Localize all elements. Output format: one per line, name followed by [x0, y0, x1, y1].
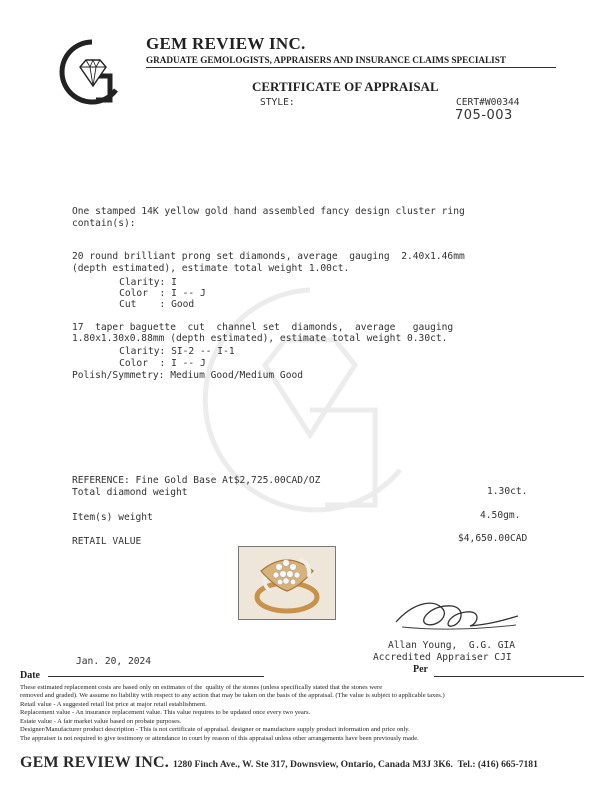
certificate-title: CERTIFICATE OF APPRAISAL — [252, 79, 439, 94]
polish-symmetry: Polish/Symmetry: Medium Good/Medium Good — [72, 370, 304, 381]
per-label: Per — [413, 664, 428, 675]
appraiser-name: Allan Young, G.G. GIA — [388, 640, 516, 651]
ring-description-line-1: One stamped 14K yellow gold hand assembled fancy design cluster ring — [72, 206, 465, 217]
cert-number: CERT#W00344 — [456, 97, 520, 108]
footer-note-2: removed and graded). We assume no liability with respect to any action that may be taken on the basis of the appraisal. (The value is subject to applicable taxes.) — [20, 692, 445, 699]
company-tagline: GRADUATE GEMOLOGISTS, APPRAISERS AND INSURANCE CLAIMS SPECIALIST — [146, 55, 506, 65]
per-underline — [434, 676, 584, 677]
ring-description-line-2: contain(s): — [72, 218, 136, 229]
stone2-line-2: 1.80x1.30x0.88mm (depth estimated), estimate total weight 0.30ct. — [72, 333, 448, 344]
ring-photo — [238, 546, 336, 620]
header-rule — [146, 67, 556, 68]
gem-review-logo — [52, 38, 132, 106]
stone1-color: Color : I -- J — [96, 288, 206, 299]
handwritten-reference: 705-003 — [455, 108, 513, 123]
style-label: STYLE: — [260, 97, 295, 108]
retail-value-label: RETAIL VALUE — [72, 536, 142, 547]
footer-note-6: Designer/Manufacturer product description - This is not certificate of appraisal. designer or manufacture supply product information and price only. — [20, 726, 410, 733]
stone1-line-1: 20 round brilliant prong set diamonds, average gauging 2.40x1.46mm — [72, 251, 465, 262]
date-label: Date — [20, 670, 40, 681]
total-diamond-label: Total diamond weight — [72, 487, 188, 498]
reference-line: REFERENCE: Fine Gold Base At$2,725.00CAD/OZ — [72, 475, 321, 486]
footer-address: 1280 Finch Ave., W. Ste 317, Downsview, Ontario, Canada M3J 3K6. Tel.: (416) 665-7181 — [172, 759, 538, 770]
stone2-clarity: Clarity: SI-2 -- I-1 — [96, 346, 235, 357]
footer-company-name: GEM REVIEW INC. — [20, 754, 169, 771]
footer-note-4: Replacement value - An insurance replacement value. This value requires to be updated once every two years. — [20, 709, 311, 716]
retail-value-amount: $4,650.00CAD — [458, 533, 528, 544]
appraiser-signature — [392, 594, 522, 636]
footer-note-7: The appraiser is not required to give testimony or attendance in court by reason of this appraisal unless other arrangements have been previously made. — [20, 735, 419, 742]
stone2-color: Color : I -- J — [96, 358, 206, 369]
ring-illustration — [239, 547, 335, 619]
stone1-cut: Cut : Good — [96, 299, 195, 310]
stone1-line-2: (depth estimated), estimate total weight 1.00ct. — [72, 263, 350, 274]
date-underline — [48, 676, 264, 677]
appraisal-date: Jan. 20, 2024 — [76, 656, 152, 667]
item-weight-label: Item(s) weight — [72, 512, 153, 523]
footer-note-1: These estimated replacement costs are based only on estimates of the quality of the stones (unless specifically stated that the stones were — [20, 684, 383, 691]
footer-company-block — [20, 754, 538, 772]
stone2-line-1: 17 taper baguette cut channel set diamonds, average gauging — [72, 322, 454, 333]
company-name: GEM REVIEW INC. — [146, 34, 306, 53]
footer-note-5: Estate value - A fair market value based on probate purposes. — [20, 718, 182, 725]
watermark-logo — [150, 270, 470, 530]
stone1-clarity: Clarity: I — [96, 277, 177, 288]
footer-note-3: Retail value - A suggested retail list price at major retail establishment. — [20, 701, 207, 708]
total-diamond-value: 1.30ct. — [487, 486, 528, 497]
item-weight-value: 4.50gm. — [480, 510, 521, 521]
appraiser-title: Accredited Appraiser CJI — [373, 652, 512, 663]
